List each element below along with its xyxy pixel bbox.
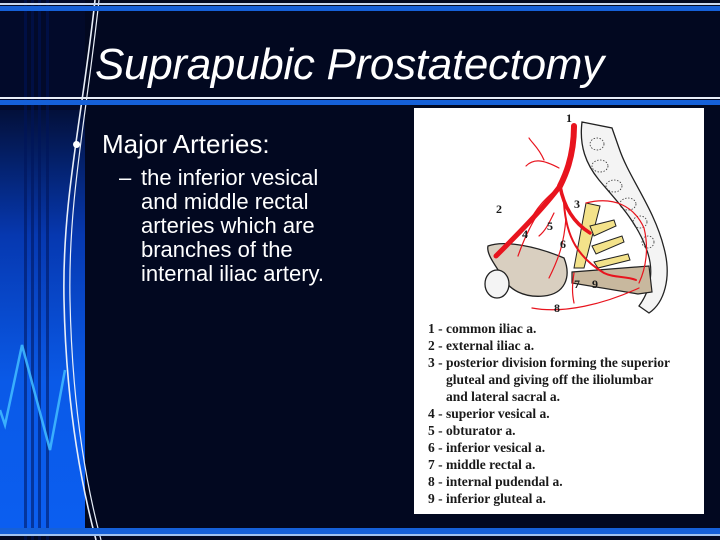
legend-item: 9 - inferior gluteal a. (428, 491, 546, 506)
bullet-list (72, 128, 371, 286)
figure-legend (428, 320, 670, 507)
sub-bullet-text (141, 166, 371, 286)
legend-item: 4 - superior vesical a. (428, 406, 550, 421)
legend-item: and lateral sacral a. (446, 389, 560, 404)
title-rule-blue (0, 100, 720, 105)
top-rule-light (0, 3, 720, 5)
diagram-label-5: 5 (547, 219, 553, 233)
legend-item: 5 - obturator a. (428, 423, 516, 438)
diagram-label-7: 7 (574, 277, 580, 291)
sub-bullet-line: the inferior vesical (141, 165, 319, 190)
dash-icon: – (119, 165, 132, 190)
legend-item: gluteal and giving off the iliolumbar (446, 372, 654, 387)
title-rule-white (0, 97, 720, 99)
legend-item: 7 - middle rectal a. (428, 457, 536, 472)
diagram-label-1: 1 (566, 111, 572, 125)
legend-item: 2 - external iliac a. (428, 338, 535, 353)
diagram-label-6: 6 (560, 237, 566, 251)
diagram-label-3: 3 (574, 197, 580, 211)
diagram-label-9: 8 (554, 301, 560, 315)
diagram-label-2: 2 (496, 202, 502, 216)
legend-item: 3 - posterior division forming the superior (428, 355, 670, 370)
legend-item: 8 - internal pudendal a. (428, 474, 563, 489)
sub-bullet-line: arteries which are (141, 213, 315, 238)
bullet-label: Major Arteries: (102, 129, 270, 159)
legend-item: 6 - inferior vesical a. (428, 440, 546, 455)
sub-bullet-line: branches of the (141, 237, 293, 262)
diagram-label-4: 4 (522, 227, 528, 241)
sub-bullet-item (119, 166, 371, 286)
legend-item: 1 - common iliac a. (428, 321, 537, 336)
anatomy-figure (414, 108, 704, 514)
slide-title: Suprapubic Prostatectomy (95, 40, 604, 89)
pelvic-artery-diagram (414, 108, 704, 318)
bottom-rule-light (0, 534, 720, 536)
diagram-label-8: 9 (592, 277, 598, 291)
sub-bullet-line: and middle rectal (141, 189, 309, 214)
bullet-dot-icon: • (72, 129, 82, 159)
bullet-item (72, 128, 371, 160)
top-rule-blue (0, 6, 720, 11)
sub-bullet-line: internal iliac artery. (141, 261, 324, 286)
